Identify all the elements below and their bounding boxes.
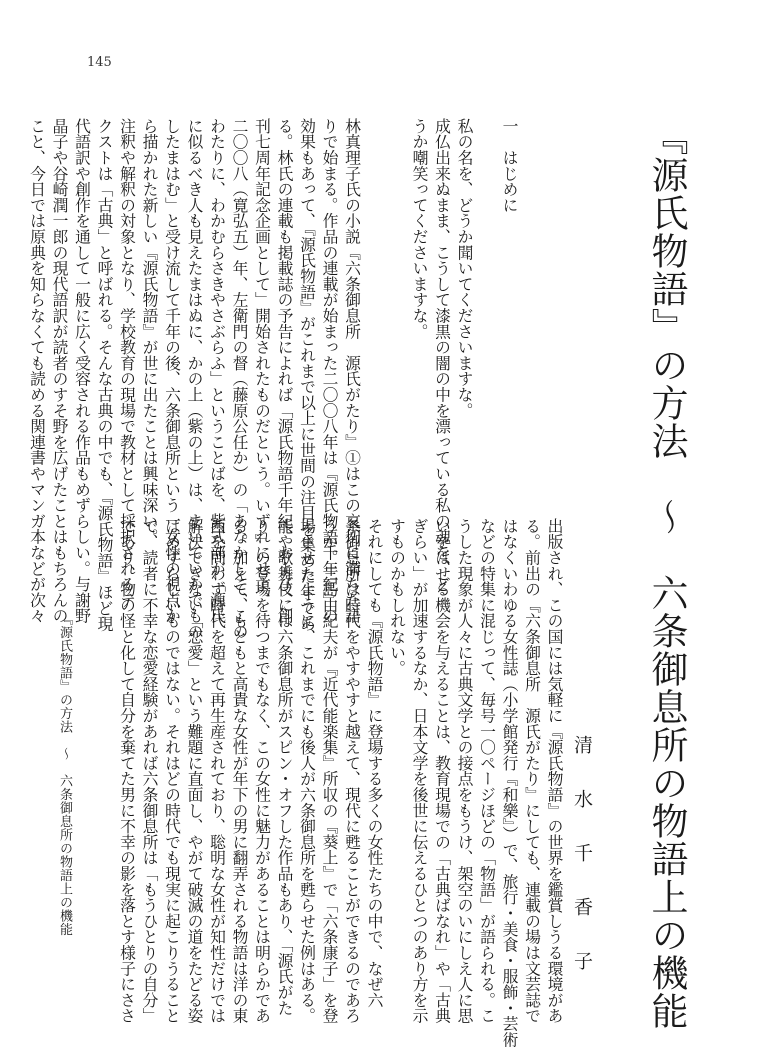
text-line xyxy=(385,118,408,504)
text-line: 出版され、この国には気軽に『源氏物語』の世界を鑑賞しうる環境があ xyxy=(545,518,564,1024)
text-line: ら描かれた新しい『源氏物語』が世に出たことは興味深い。 xyxy=(140,118,159,545)
text-line: に似るべき人も見えたまはぬに、かの上（紫の上）は、まいていかでもの xyxy=(185,118,204,640)
text-line: る。林氏の連載も掲載誌の予告によれば「源氏物語千年紀、および、創 xyxy=(275,118,294,624)
text-line: うか嘲笑ってくださいますな。 xyxy=(410,118,429,340)
text-line: 私の名を、どうか聞いてくださいますな。 xyxy=(455,118,474,419)
text-line: したまはむ」と受け流して千年の後、六条御息所という一女性の視点か xyxy=(162,118,182,624)
text-line: いをはせる機会を与えることは、教育現場での「古典ばなれ」や「古典 xyxy=(432,518,452,1024)
text-line: 刊七周年記念企画として」開始されたものだという。いずれにせよ、 xyxy=(252,118,272,608)
text-line: る。加えて、もともと高貴な女性が年下の男に翻弄される物語は洋の東 xyxy=(230,518,249,1024)
text-line: 一 はじめに xyxy=(500,118,519,213)
text-line: それにしても『源氏物語』に登場する多くの女性たちの中で、なぜ六 xyxy=(365,518,384,1008)
text-line: であり、物の怪と化して自分を棄てた男に不幸の影を落とす様子にささ xyxy=(117,518,137,1024)
text-line xyxy=(543,118,566,504)
text-line xyxy=(363,118,386,504)
running-header: 『源氏物語』の方法 〜 六条御息所の物語上の機能 xyxy=(57,612,72,936)
page-number: 145 xyxy=(87,55,112,70)
text-line: はなくいわゆる女性誌（小学館発行『和樂』）で、旅行・美食・服飾・芸術 xyxy=(500,518,519,1047)
text-line: 場させたように、これまでにも後人が六条御息所を甦らせた例はある。 xyxy=(297,518,317,1024)
text-line: はめずらしいものではない。それはどの時代でも現実に起こりうること xyxy=(162,518,182,1024)
author-name: 清 水 千 香 子 xyxy=(571,735,593,978)
text-line: うした現象が人々に古典文学との接点をもうけ、架空のいにしえ人に思 xyxy=(455,518,474,1024)
article-title: 『源氏物語』の方法 〜 六条御息所の物語上の機能 xyxy=(645,118,688,1030)
text-line: 注釈や解釈の対象となり、学校教育の現場で教材として採択されるテ xyxy=(117,118,137,608)
text-line: などの特集に混じって、毎号一〇ページほどの「物語」が語られる。こ xyxy=(477,518,497,1024)
text-line: 代語訳や創作を通して一般に広く受容される作品もめずらしい。与謝野 xyxy=(72,118,92,624)
text-line: 能や歌舞伎には六条御息所がスピン・オフした作品もあり、「源氏がた xyxy=(275,518,294,1016)
text-line: うか。三島由紀夫が『近代能楽集』所収の『葵上』で「六条康子」を登 xyxy=(320,518,339,1024)
text-line: 効果もあって、『源氏物語』がこれまで以上に世間の注目を集めた年であ xyxy=(297,118,317,632)
text-line: クストは「古典」と呼ばれる。そんな古典の中でも、『源氏物語』ほど現 xyxy=(95,118,114,632)
text-line: りで始まる。作品の連載が始まった二〇〇八年は『源氏物語千年紀』の xyxy=(320,118,339,624)
text-line: すものかもしれない。 xyxy=(387,518,407,676)
text-line: 条御息所は時代をやすやすと越えて、現代に甦ることができるのであろ xyxy=(342,518,362,1024)
text-line: 解決できない「恋愛」という難題に直面し、やがて破滅の道をたどる姿 xyxy=(185,518,204,1024)
text-line: 林真理子氏の小説『六条御息所 源氏がたり』①はこの哀切に満ちた語 xyxy=(342,118,362,624)
text-line: 成仏出来ぬまま、こうして漆黒の闇の中を漂っている私の魂を、ど xyxy=(432,118,452,592)
text-line xyxy=(475,118,498,504)
text-line xyxy=(520,118,543,504)
text-line: 晶子や谷崎潤一郎の現代語訳が読者のすそ野を広げたことはもちろんの xyxy=(50,118,69,624)
text-line: 西を問わず時代を超えて再生産されており、聡明な女性が知性だけでは xyxy=(207,518,227,1024)
bottom-text-block xyxy=(85,518,565,1047)
text-line: ぎらい」が加速するなか、日本文学を後世に伝えるひとつのあり方を示 xyxy=(410,518,429,1024)
text-line: で、読者に不幸な恋愛経験があれば六条御息所は「もうひとりの自分」 xyxy=(140,518,159,1024)
text-line: 二〇〇八（寛弘五）年、左衛門の督（藤原公任か）の「あなかしこ、この xyxy=(230,118,249,640)
text-line: り」の登場を待つまでもなく、この女性に魅力があることは明らかであ xyxy=(252,518,272,1024)
text-line: わたりに、わかむらさきやさぶらふ」ということばを、紫式部が「源氏 xyxy=(207,118,227,624)
text-line: る。前出の『六条御息所 源氏がたり』にしても、連載の場は文芸誌で xyxy=(522,518,542,1024)
text-line: こと、今日では原典を知らなくても読める関連書やマンガ本などが次々 xyxy=(27,118,47,624)
